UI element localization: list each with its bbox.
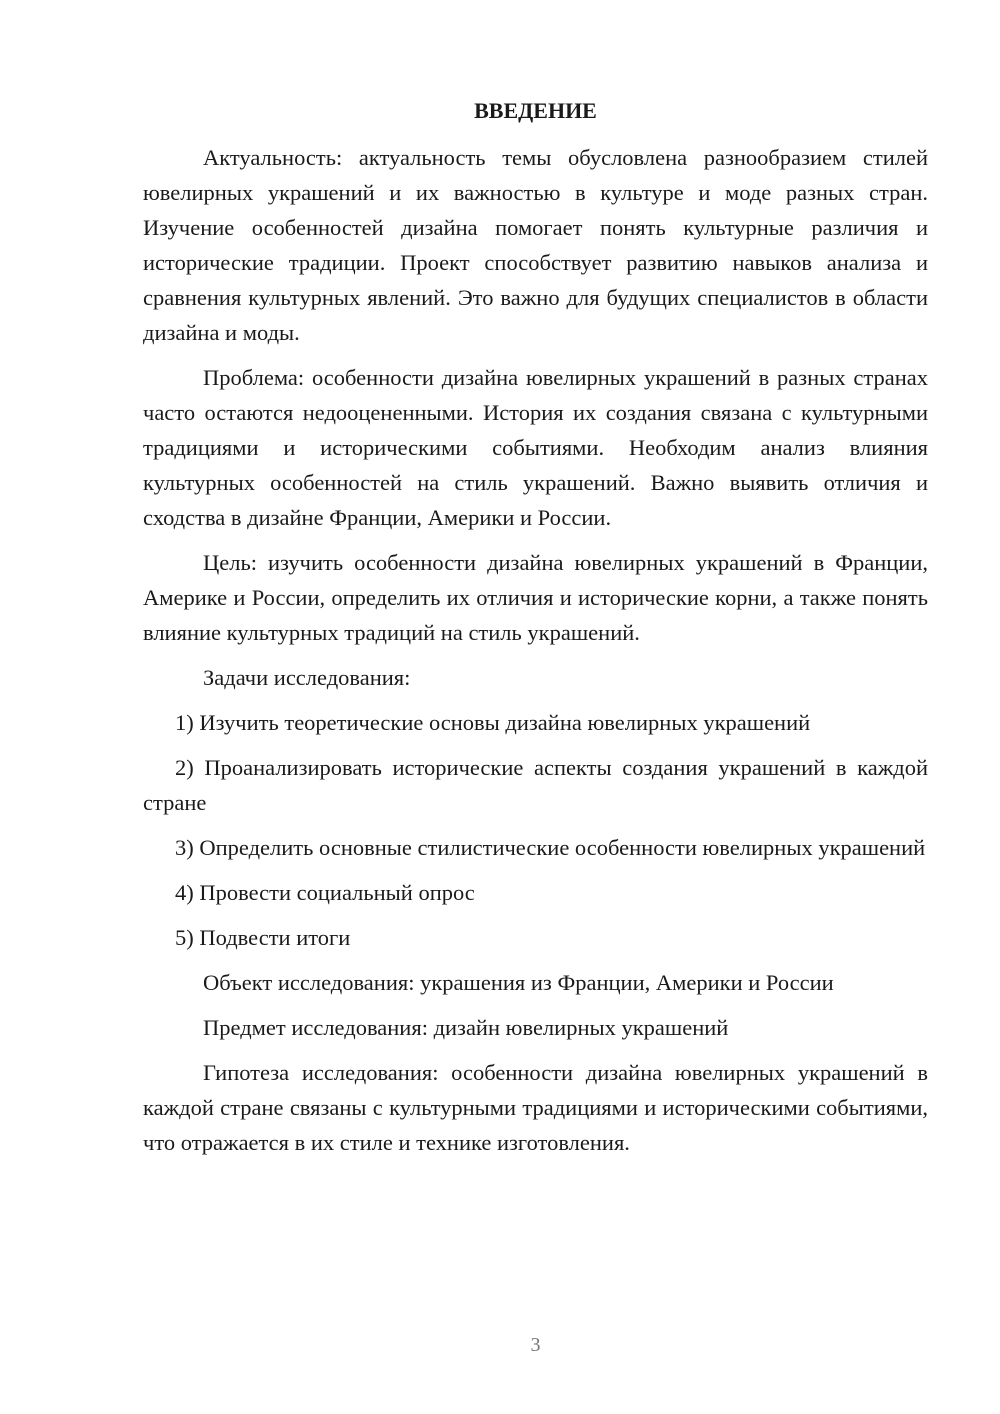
object-paragraph: Объект исследования: украшения из Франции, Америки и России (203, 970, 834, 995)
subject-paragraph: Предмет исследования: дизайн ювелирных украшений (203, 1015, 729, 1040)
task-item: 1) Изучить теоретические основы дизайна ювелирных украшений (175, 710, 811, 735)
document-page (143, 0, 928, 1414)
document-body (143, 140, 928, 1160)
task-item: 3) Определить основные стилистические особенности ювелирных украшений (175, 835, 926, 860)
page-number: 3 (530, 1334, 541, 1356)
task-item: 5) Подвести итоги (175, 925, 351, 950)
task-item: 4) Провести социальный опрос (175, 880, 475, 905)
problem-paragraph: Проблема: особенности дизайна ювелирных украшений в разных странах часто остаются недооцененными. История их создания связана с культурными традициями и историческими событиями. Необходим анализ влияния культурных особенностей на стиль украшений. Важно выявить отличия и сходства в дизайне Франции, Америки и России. (143, 365, 928, 530)
task-item: 2) Проанализировать исторические аспекты создания украшений в каждой стране (143, 755, 928, 815)
page-title: ВВЕДЕНИЕ (474, 98, 597, 123)
relevance-paragraph: Актуальность: актуальность темы обусловлена разнообразием стилей ювелирных украшений и их важностью в культуре и моде разных стран. Изучение особенностей дизайна помогает понять культурные различия и исторические традиции. Проект способствует развитию навыков анализа и сравнения культурных явлений. Это важно для будущих специалистов в области дизайна и моды. (143, 145, 928, 345)
tasks-title: Задачи исследования: (203, 665, 411, 690)
hypothesis-paragraph: Гипотеза исследования: особенности дизайна ювелирных украшений в каждой стране связаны с культурными традициями и историческими событиями, что отражается в их стиле и технике изготовления. (143, 1060, 928, 1155)
goal-paragraph: Цель: изучить особенности дизайна ювелирных украшений в Франции, Америке и России, определить их отличия и исторические корни, а также понять влияние культурных традиций на стиль украшений. (143, 550, 928, 645)
